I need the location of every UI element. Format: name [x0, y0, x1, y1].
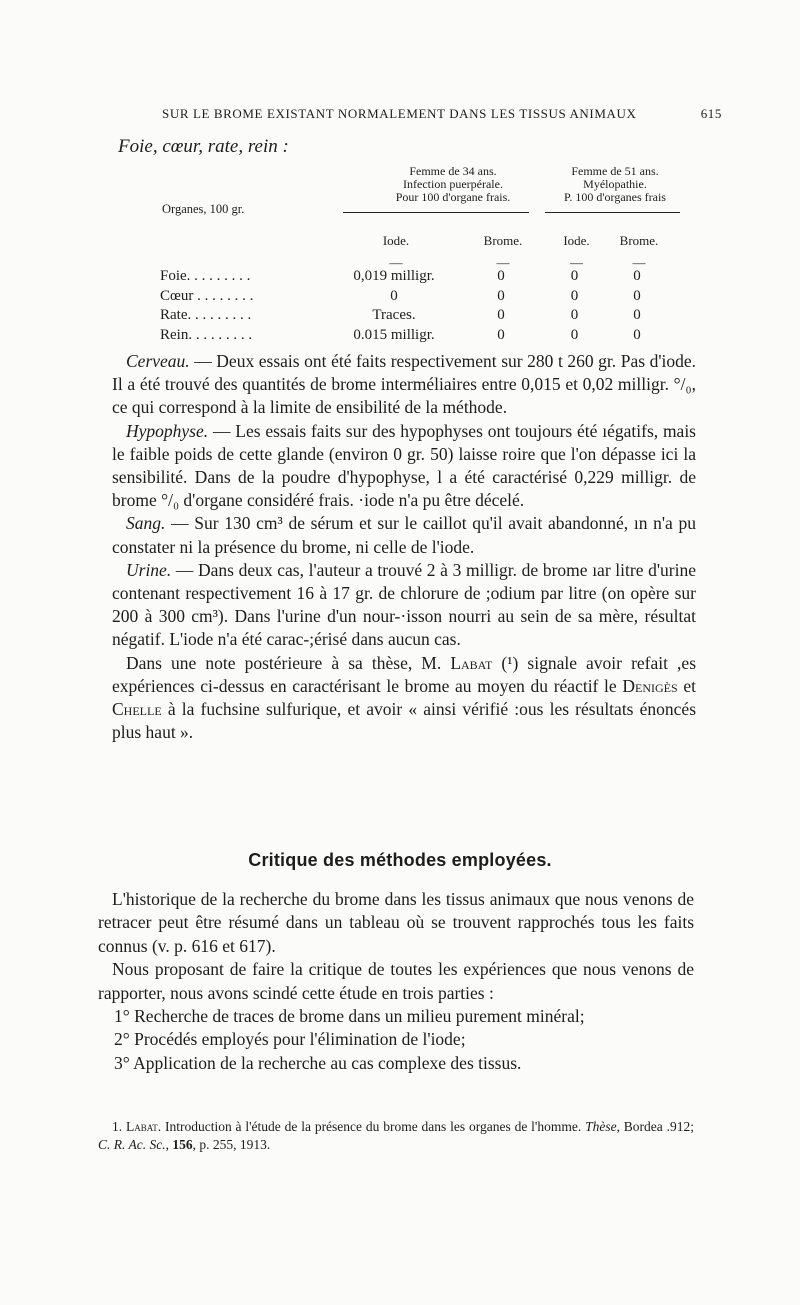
- critique-paragraph: L'historique de la recherche du brome dans les tissus animaux que nous venons de retracer peut être résumé dans un tableau où se trouvent rapprochés tous les faits connus (v. p. 616 et 617).: [98, 889, 694, 956]
- table-group-1-header: [378, 165, 528, 204]
- paragraph-cerveau: [112, 350, 696, 420]
- footnote-segment: .912;: [666, 1119, 695, 1134]
- table-row: [160, 268, 667, 288]
- iode-1-cell: 0.015 milligr.: [353, 326, 435, 343]
- footnote-segment: . Introduction à l'étude de la présence du brome dans les organes de l'homme.: [157, 1119, 586, 1134]
- paragraph-text: Dans une note postérieure à sa thèse, M.: [126, 652, 451, 673]
- author-name: Chelle: [112, 699, 162, 720]
- table-row: [160, 288, 667, 308]
- group-2-line-3: P. 100 d'organes frais: [564, 190, 666, 204]
- footnote-segment: Thèse: [585, 1119, 617, 1134]
- footnote-segment: , Bordea: [616, 1119, 667, 1134]
- paragraph-sang: [112, 512, 696, 558]
- organ-cell: Rate. . . . . . . . .: [160, 307, 252, 324]
- organs-label: Organes, 100 gr.: [162, 202, 245, 216]
- running-head-title: SUR LE BROME EXISTANT NORMALEMENT DANS LES TISSUS ANIMAUX: [162, 106, 637, 121]
- paragraph-text: — Sur 130 cm³ de sérum et sur le caillot qu'il avait abandonné, ın n'a pu constater ni la présence du brome, ni celle de l'iode.: [112, 513, 696, 557]
- iode-1-cell: 0: [390, 287, 398, 304]
- group-1-line-3: Pour 100 d'organe frais.: [395, 190, 511, 204]
- brome-2-cell: 0: [633, 326, 641, 343]
- table-row: [160, 307, 667, 327]
- group-2-rule: [545, 212, 680, 213]
- footnote: [98, 1118, 694, 1154]
- list-item: 3° Application de la recherche au cas complexe des tissus.: [114, 1052, 522, 1073]
- iode-1-cell: 0,019 milligr.: [353, 268, 435, 284]
- author-name: Denigès: [622, 675, 678, 696]
- col-dash-2: —: [496, 255, 510, 270]
- footnote-segment: , p. 255, 1913.: [192, 1137, 271, 1152]
- iode-2-cell: 0: [570, 287, 579, 304]
- iode-2-cell: 0: [570, 268, 579, 284]
- iode-2-cell: 0: [570, 326, 579, 343]
- author-name: Labat: [450, 652, 493, 673]
- col-head-brome-1: Brome.: [483, 233, 523, 248]
- footnote-text: [98, 1118, 694, 1154]
- paragraph-urine: [112, 559, 696, 652]
- running-head: [162, 106, 722, 122]
- critique-paragraph: Nous proposant de faire la critique de toutes les expériences que nous venons de rapporter, nous avons scindé cette étude en trois parties :: [98, 959, 694, 1003]
- brome-1-cell: 0: [497, 268, 505, 284]
- footnote-number: 1.: [112, 1119, 126, 1134]
- paragraph-label: Hypophyse.: [126, 420, 209, 441]
- organ-data-table: [160, 268, 667, 346]
- col-dash-4: —: [632, 255, 646, 270]
- paragraph-text: — Deux essais ont été faits respectivement sur 280 t 260 gr. Pas d'iode. Il a été trouvé des quantités de brome interméliaires entre 0,015 et 0,02 milligr. °/₀, ce qui correspond à la limite de ensibilité de la méthode.: [112, 351, 696, 418]
- section-heading: Foie, cœur, rate, rein :: [118, 136, 289, 157]
- table-row: [160, 327, 667, 347]
- brome-1-cell: 0: [497, 287, 505, 304]
- paragraph-text: à la fuchsine sulfurique, et avoir « ainsi vérifié :ous les résultats énoncés plus haut ».: [112, 699, 696, 743]
- body-paragraphs: [112, 350, 696, 744]
- paragraph-labat: [112, 652, 696, 745]
- paragraph-text: — Dans deux cas, l'auteur a trouvé 2 à 3 milligr. de brome ıar litre d'urine contenant respectivement 16 à 17 gr. de chlorure de ;odium par litre (on opère sur 200 à 300 cm³). Dans l'urine d'un nour-·isson nourri au sein de sa mère, résultat négatif. L'iode n'a été carac-;érisé dans aucun cas.: [112, 559, 696, 650]
- group-1-line-1: Femme de 34 ans.: [409, 164, 497, 178]
- group-2-line-1: Femme de 51 ans.: [571, 164, 659, 178]
- organ-cell: Foie. . . . . . . . .: [160, 268, 251, 284]
- paragraph-label: Cerveau.: [126, 351, 190, 371]
- group-2-line-2: Myélopathie.: [583, 177, 647, 191]
- footnote-segment: ,: [165, 1137, 173, 1152]
- list-item: 2° Procédés employés pour l'élimination de l'iode;: [114, 1029, 466, 1050]
- organ-cell: Rein. . . . . . . . .: [160, 326, 253, 343]
- paragraph-text: (¹) signale avoir refait ,es expériences ci-dessus en caractérisant le brome au moyen du réactif le: [112, 652, 697, 696]
- footnote-volume: 156: [172, 1137, 193, 1152]
- author-name: Labat: [125, 1119, 158, 1134]
- brome-2-cell: 0: [633, 268, 641, 284]
- critique-section: [98, 888, 694, 1075]
- col-dash-1: —: [389, 255, 403, 270]
- col-head-brome-2: Brome.: [619, 233, 659, 248]
- group-1-line-2: Infection puerpérale.: [403, 177, 503, 191]
- col-head-iode-1: Iode.: [382, 233, 410, 248]
- col-head-iode-2: Iode.: [563, 233, 590, 248]
- paragraph-text: — Les essais faits sur des hypophyses ont toujours été ıégatifs, mais le faible poids de cette glande (environ 0 gr. 50) laisse roire que l'on dépasse ici la sensibilité. Dans de la poudre d'hypophyse, l a été caractérisé 0,229 milligr. de brome °/₀ d'organe considéré frais. ·iode n'a pu être décelé.: [112, 420, 696, 511]
- organ-cell: Cœur . . . . . . . .: [160, 287, 254, 304]
- brome-1-cell: 0: [497, 307, 505, 324]
- paragraph-label: Sang.: [126, 513, 166, 534]
- critique-heading: Critique des méthodes employées.: [248, 850, 552, 870]
- paragraph-hypophyse: [112, 420, 696, 513]
- brome-1-cell: 0: [497, 326, 505, 343]
- col-dash-3: —: [570, 255, 583, 270]
- table-group-2-header: [540, 165, 690, 204]
- footnote-segment: C. R. Ac. Sc.: [98, 1137, 166, 1152]
- iode-2-cell: 0: [570, 307, 579, 324]
- list-item: 1° Recherche de traces de brome dans un milieu purement minéral;: [114, 1006, 585, 1027]
- paragraph-text: et: [677, 675, 696, 696]
- paragraph-label: Urine.: [126, 559, 172, 580]
- page-number: 615: [700, 106, 722, 121]
- iode-1-cell: Traces.: [372, 307, 416, 324]
- brome-2-cell: 0: [633, 307, 641, 324]
- group-1-rule: [343, 212, 529, 213]
- brome-2-cell: 0: [633, 287, 641, 304]
